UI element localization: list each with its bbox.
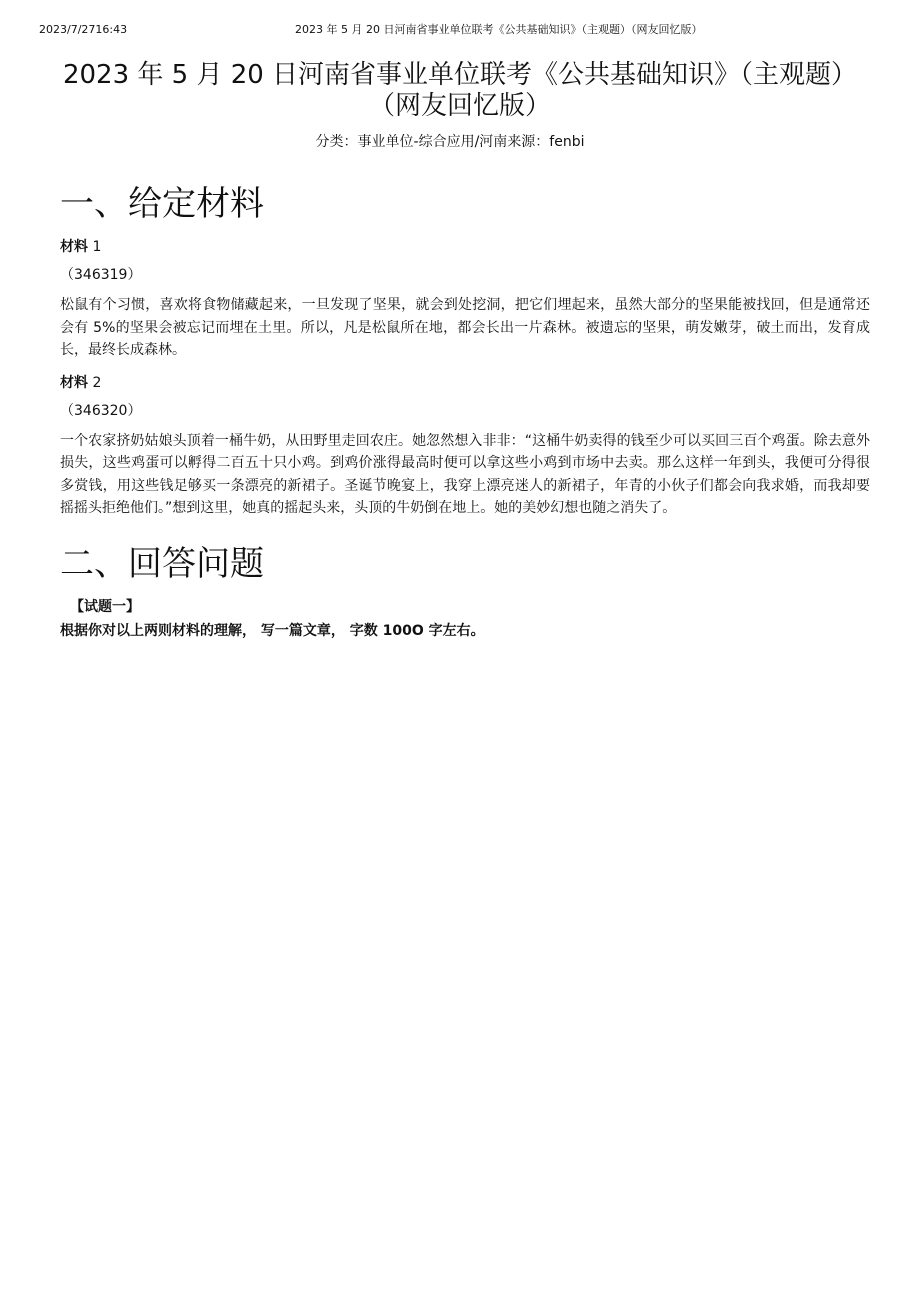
material-id: （346319） [60,267,142,283]
print-header-title: 2023 年 5 月 20 日河南省事业单位联考《公共基础知识》（主观题）（网友回忆版） [295,23,703,36]
section-heading-questions: 二、回答问题 [60,543,264,584]
material-text: 一个农家挤奶姑娘头顶着一桶牛奶，从田野里走回农庄。她忽然想入非非：“这桶牛奶卖得的钱至少可以买回三百个鸡蛋。除去意外损失，这些鸡蛋可以孵得二百五十只小鸡。到鸡价涨得最高时便可以拿这些小鸡到市场中去卖。那么这样一年到头，我便可分得很多赏钱，用这些钱足够买一条漂亮的新裙子。圣诞节晚宴上，我穿上漂亮迷人的新裙子，年青的小伙子们都会向我求婚，而我却要摇摇头拒绝他们。”想到这里，她真的摇起头来，头顶的牛奶倒在地上。她的美妙幻想也随之消失了。 [60,432,870,516]
question-text: 根据你对以上两则材料的理解， 写一篇文章， 字数 100O 字左右。 [60,622,485,639]
section-heading-materials: 一、给定材料 [60,184,264,224]
print-date: 2023/7/2716:43 [39,23,128,36]
material-label [60,236,870,258]
material-label [60,372,870,394]
print-header [0,22,920,38]
material-block [60,236,870,362]
question-tag: 【试题一】 [70,598,140,615]
material-label-number: 2 [88,374,102,391]
page-title: 2023 年 5 月 20 日河南省事业单位联考《公共基础知识》（主观题）（网友回忆版） [62,60,858,121]
material-id: （346320） [60,402,142,419]
material-label-text: 材料 [60,239,88,255]
material-text: 松鼠有个习惯，喜欢将食物储藏起来，一旦发现了坚果，就会到处挖洞，把它们埋起来，虽然大部分的坚果能被找回，但是通常还会有 5%的坚果会被忘记而埋在土里。所以，凡是松鼠所在地，都会长出一片森林。被遗忘的坚果，萌发嫩芽，破土而出，发育成长，最终长成森林。 [60,297,870,358]
material-label-number: 1 [88,239,102,255]
material-label-text: 材料 [60,374,88,391]
document-meta: 分类：事业单位-综合应用/河南来源：fenbi [315,134,585,150]
document-body [60,182,870,642]
material-block [60,372,870,520]
